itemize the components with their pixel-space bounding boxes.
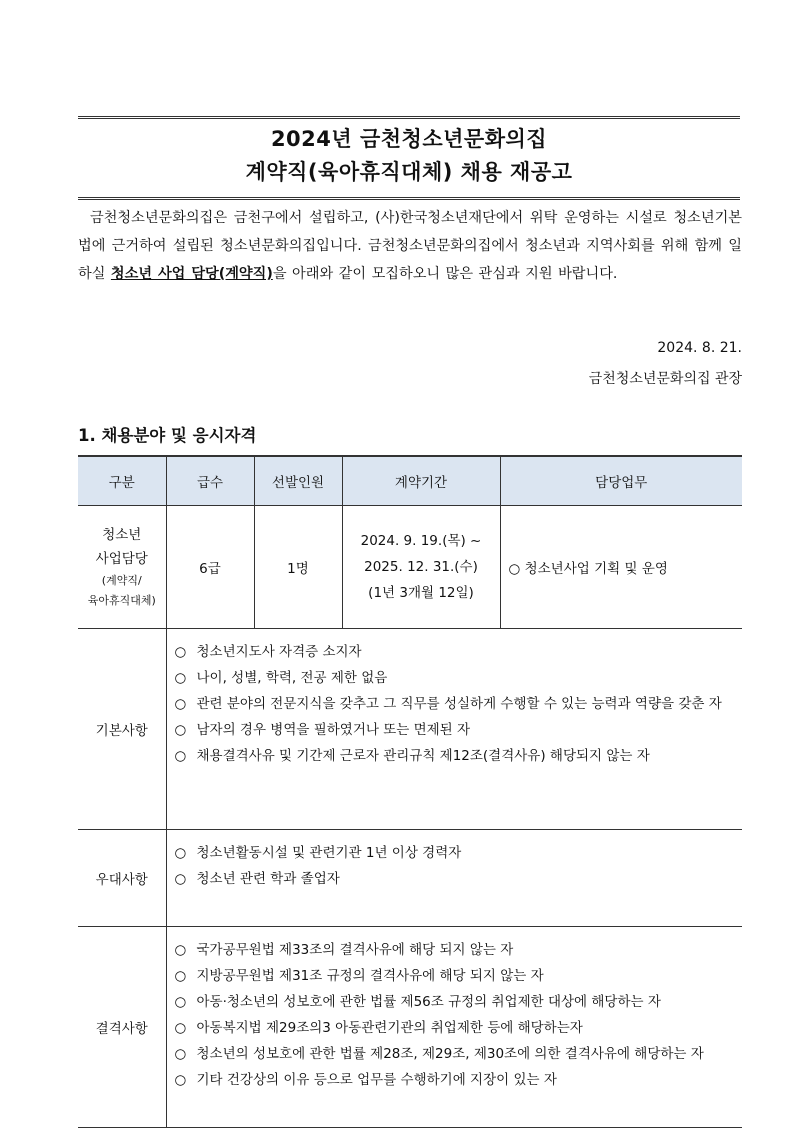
- title-line-1: 2024년 금천청소년문화의집: [270, 127, 548, 151]
- period-end: 2025. 12. 31.(수): [364, 559, 478, 575]
- announcement-date: 2024. 8. 21.: [657, 340, 742, 356]
- bullet-icon: ○: [174, 845, 187, 861]
- job-duty-cell: [500, 506, 742, 629]
- bullet-icon: ○: [174, 871, 187, 887]
- period-length: (1년 3개월 12일): [368, 585, 474, 601]
- job-duty: 청소년사업 기획 및 운영: [524, 561, 668, 577]
- bullet-icon: ○: [174, 1020, 187, 1036]
- bullet-icon: ○: [174, 670, 187, 686]
- list-item: ○ 나이, 성별, 학력, 전공 제한 없음: [175, 665, 737, 691]
- preference-label: 우대사항: [78, 830, 166, 927]
- organization-signature: 금천청소년문화의집 관장: [588, 371, 742, 387]
- list-item: ○ 국가공무원법 제33조의 결격사유에 해당 되지 않는 자: [175, 937, 737, 963]
- bullet-icon: ○: [508, 561, 521, 577]
- section-1-title: 1. 채용분야 및 응시자격: [78, 426, 257, 445]
- title-block: [78, 116, 740, 200]
- job-category-line: 청소년: [102, 527, 142, 543]
- list-item: ○ 아동복지법 제29조의3 아동관련기관의 취업제한 등에 해당하는자: [175, 1015, 737, 1041]
- intro-emphasis: 청소년 사업 담당(계약직): [110, 266, 273, 282]
- job-period-cell: [342, 506, 500, 629]
- table-row: [78, 629, 742, 830]
- intro-text-1: 금천청소년문화의집은 금천구에서 설립하고, (사)한국청소년재단에서 위탁 운영하는 시설로 청소년기본법에 근거하여 설립된 청소년문화의집입니다. 금천청소년문화의집에서 청소년과 지역사회를 위해 함께 일하실: [78, 210, 742, 282]
- preference-items-cell: [166, 830, 742, 927]
- list-item: ○ 관련 분야의 전문지식을 갖추고 그 직무를 성실하게 수행할 수 있는 능력과 역량을 갖춘 자: [175, 691, 737, 717]
- intro-paragraph: [78, 204, 742, 288]
- bullet-icon: ○: [174, 1072, 187, 1088]
- list-item: ○ 아동·청소년의 성보호에 관한 법률 제56조 규정의 취업제한 대상에 해당하는 자: [175, 989, 737, 1015]
- list-item: ○ 청소년의 성보호에 관한 법률 제28조, 제29조, 제30조에 의한 결격사유에 해당하는 자: [175, 1041, 737, 1067]
- list-item: ○ 기타 건강상의 이유 등으로 업무를 수행하기에 지장이 있는 자: [175, 1067, 737, 1093]
- list-item: ○ 채용결격사유 및 기간제 근로자 관리규칙 제12조(결격사유) 해당되지 않는 자: [175, 743, 737, 769]
- disqualification-label: 결격사항: [78, 927, 166, 1128]
- title-line-2: 계약직(육아휴직대체) 채용 재공고: [245, 160, 573, 184]
- table-row: [78, 506, 742, 629]
- table-row: [78, 830, 742, 927]
- table-header-row: [78, 456, 742, 506]
- header-category: 구분: [78, 456, 166, 506]
- header-grade: 급수: [166, 456, 254, 506]
- list-item: ○ 지방공무원법 제31조 규정의 결격사유에 해당 되지 않는 자: [175, 963, 737, 989]
- basic-label: 기본사항: [78, 629, 166, 830]
- header-period: 계약기간: [342, 456, 500, 506]
- bullet-icon: ○: [174, 1046, 187, 1062]
- job-count: 1명: [254, 506, 342, 629]
- header-count: 선발인원: [254, 456, 342, 506]
- list-item: ○ 청소년지도사 자격증 소지자: [175, 639, 737, 665]
- bullet-icon: ○: [174, 942, 187, 958]
- basic-items-cell: [166, 629, 742, 830]
- list-item: ○ 청소년 관련 학과 졸업자: [175, 866, 737, 892]
- job-category-line: 사업담당: [95, 551, 148, 567]
- recruitment-table: [78, 455, 742, 1128]
- bullet-icon: ○: [174, 696, 187, 712]
- table-row: [78, 927, 742, 1128]
- bullet-icon: ○: [174, 644, 187, 660]
- disqualification-items-cell: [166, 927, 742, 1128]
- job-category-note: (계약직/: [101, 574, 142, 587]
- bullet-icon: ○: [174, 994, 187, 1010]
- period-start: 2024. 9. 19.(목) ~: [360, 533, 482, 549]
- bullet-icon: ○: [174, 968, 187, 984]
- bullet-icon: ○: [174, 748, 187, 764]
- intro-text-2: 을 아래와 같이 모집하오니 많은 관심과 지원 바랍니다.: [272, 266, 618, 282]
- header-duty: 담당업무: [500, 456, 742, 506]
- job-grade: 6급: [166, 506, 254, 629]
- bullet-icon: ○: [174, 722, 187, 738]
- job-category-cell: [78, 506, 166, 629]
- list-item: ○ 청소년활동시설 및 관련기관 1년 이상 경력자: [175, 840, 737, 866]
- job-category-note: 육아휴직대체): [87, 594, 156, 607]
- list-item: ○ 남자의 경우 병역을 필하였거나 또는 면제된 자: [175, 717, 737, 743]
